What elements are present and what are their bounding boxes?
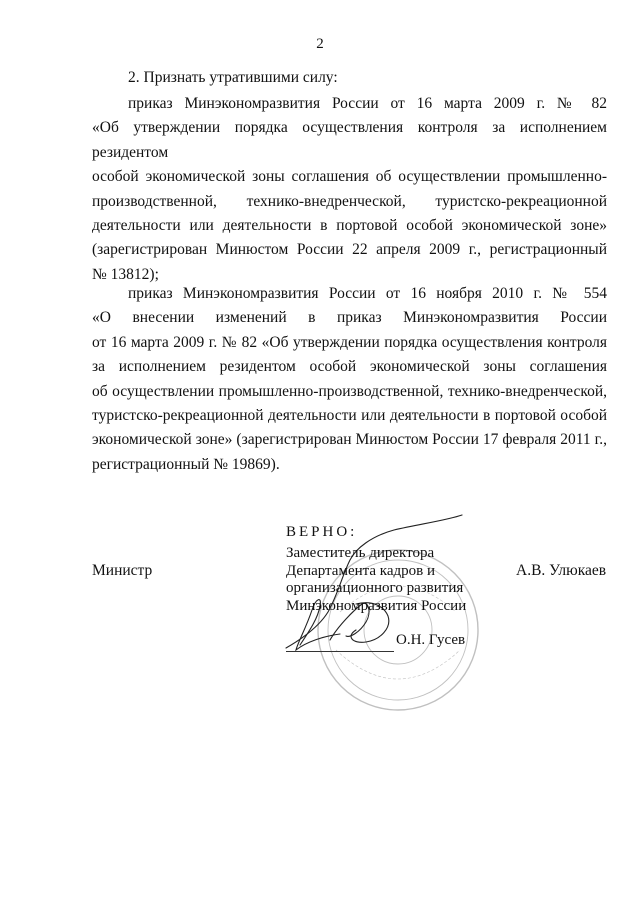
verno-certification: ВЕРНО: [286, 524, 358, 540]
deputy-name: О.Н. Гусев [396, 632, 466, 648]
deputy-position-line: Заместитель директора [286, 545, 435, 561]
order-1-line: (зарегистрирован Минюстом России 22 апреля 2009 г., регистрационный [92, 241, 607, 259]
minister-title: Министр [92, 562, 153, 579]
deputy-position-line: Департамента кадров и [286, 562, 435, 579]
order-1-line: особой экономической зоны соглашения об осуществлении промышленно- [92, 168, 607, 186]
order-2-line: от 16 марта 2009 г. № 82 «Об утверждении порядка осуществления контроля [92, 333, 607, 351]
order-1-line: деятельности или деятельности в портовой особой экономической зоне» [92, 217, 607, 235]
order-1-line: № 13812); [92, 265, 159, 283]
order-1-line: приказ Минэкономразвития России от 16 марта 2009 г. № 82 [128, 95, 607, 112]
item-2-heading: 2. Признать утратившими силу: [128, 69, 338, 86]
deputy-position-line: организационного развития [286, 580, 464, 596]
order-1-line: «Об утверждении порядка осуществления контроля за исполнением резидентом [92, 119, 607, 161]
order-1-line: производственной, технико-внедренческой, туристско-рекреационной [92, 192, 607, 210]
order-2-line: «О внесении изменений в приказ Минэкономразвития России [92, 309, 607, 327]
order-2-line: об осуществлении промышленно-производственной, технико-внедренческой, [92, 382, 607, 400]
deputy-position-line: Минэкономразвития России [286, 597, 467, 614]
order-2-line: экономической зоне» (зарегистрирован Минюстом России 17 февраля 2011 г., [92, 431, 607, 449]
order-2-line: регистрационный № 19869). [92, 455, 280, 473]
signature-line [286, 651, 394, 652]
order-2-line: приказ Минэкономразвития России от 16 ноября 2010 г. № 554 [128, 285, 607, 302]
order-2-line: туристско-рекреационной деятельности или деятельности в портовой особой [92, 407, 607, 425]
minister-name: А.В. Улюкаев [516, 562, 607, 579]
deputy-position [286, 545, 466, 615]
order-2-line: за исполнением резидентом особой экономической зоны соглашения [92, 358, 607, 376]
page-number: 2 [316, 36, 324, 52]
